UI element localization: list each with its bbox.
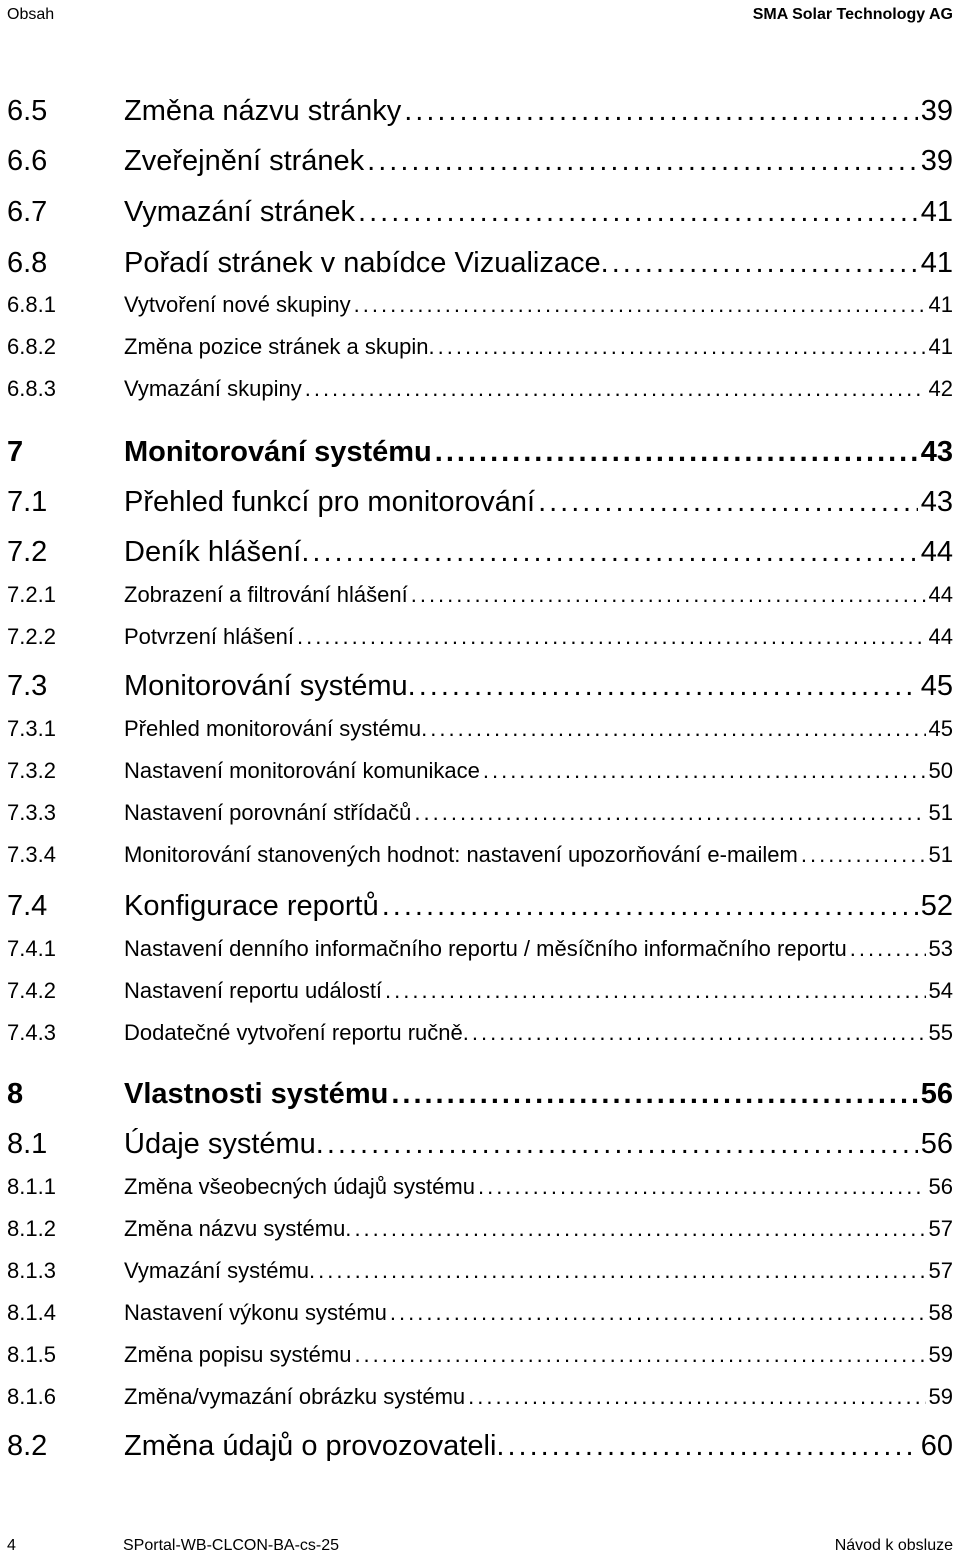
toc-entry-number: 7 (7, 436, 24, 468)
toc-entry[interactable] (7, 1430, 953, 1463)
toc-entry-page: 54 (928, 978, 953, 1003)
toc-dot-leader (850, 936, 926, 962)
toc-entry-number: 7.3 (7, 670, 48, 702)
toc-entry-title: Nastavení výkonu systému (124, 1300, 387, 1325)
toc-entry-number: 7.2.1 (7, 582, 56, 607)
toc-entry-number: 8 (7, 1078, 24, 1110)
toc-entry-page: 39 (920, 95, 953, 127)
toc-entry[interactable] (7, 334, 953, 360)
toc-entry-page: 56 (928, 1174, 953, 1199)
toc-entry-number: 8.1 (7, 1128, 48, 1160)
toc-entry-title: Změna popisu systému (124, 1342, 352, 1367)
toc-entry-page: 43 (920, 486, 953, 518)
toc-entry[interactable] (7, 1020, 953, 1046)
toc-entry[interactable] (7, 1216, 953, 1242)
toc-dot-leader (419, 670, 918, 703)
toc-entry-number: 6.8.2 (7, 334, 56, 359)
toc-entry-title: Deník hlášení. (124, 536, 310, 568)
footer-document-type: Návod k obsluze (834, 1537, 953, 1554)
toc-entry-page: 42 (928, 376, 953, 401)
toc-entry-title: Dodatečné vytvoření reportu ručně. (124, 1020, 469, 1045)
toc-entry[interactable] (7, 936, 953, 962)
page-header (7, 4, 953, 26)
toc-entry-number: 7.3.3 (7, 800, 56, 825)
toc-entry[interactable] (7, 1342, 953, 1368)
toc-dot-leader (318, 1258, 925, 1284)
toc-dot-leader (367, 145, 918, 178)
toc-dot-leader (305, 376, 926, 402)
toc-dot-leader (472, 1020, 926, 1046)
toc-entry-number: 8.1.3 (7, 1258, 56, 1283)
toc-entry[interactable] (7, 624, 953, 650)
toc-entry-page: 51 (928, 800, 953, 825)
toc-entry[interactable] (7, 292, 953, 318)
toc-entry[interactable] (7, 890, 953, 923)
toc-dot-leader (483, 758, 926, 784)
toc-entry-number: 7.4.1 (7, 936, 56, 961)
toc-dot-leader (327, 1128, 918, 1161)
toc-dot-leader (478, 1174, 926, 1200)
toc-dot-leader (507, 1430, 917, 1463)
toc-entry-title: Nastavení porovnání střídačů (124, 800, 412, 825)
toc-entry-number: 6.7 (7, 196, 48, 228)
toc-dot-leader (354, 292, 926, 318)
toc-entry[interactable] (7, 1128, 953, 1161)
page-footer (7, 1537, 953, 1559)
toc-entry[interactable] (7, 536, 953, 569)
toc-entry-number: 6.8 (7, 247, 48, 279)
toc-entry[interactable] (7, 582, 953, 608)
toc-entry-number: 8.1.6 (7, 1384, 56, 1409)
toc-entry-number: 8.1.5 (7, 1342, 56, 1367)
toc-entry-title: Zveřejnění stránek (124, 145, 365, 177)
toc-entry[interactable] (7, 436, 953, 469)
toc-entry-page: 45 (928, 716, 953, 741)
toc-entry[interactable] (7, 1300, 953, 1326)
toc-entry[interactable] (7, 1078, 953, 1111)
toc-entry-title: Monitorování systému. (124, 670, 416, 702)
toc-entry-number: 8.1.2 (7, 1216, 56, 1241)
toc-entry-page: 43 (920, 436, 953, 468)
toc-entry-title: Vymazání stránek (124, 196, 356, 228)
toc-entry[interactable] (7, 247, 953, 280)
toc-entry-page: 56 (920, 1128, 953, 1160)
toc-entry-number: 7.4.2 (7, 978, 56, 1003)
toc-entry-title: Konfigurace reportů (124, 890, 379, 922)
toc-entry-page: 44 (928, 582, 953, 607)
toc-dot-leader (404, 95, 918, 128)
toc-dot-leader (612, 247, 918, 280)
toc-entry[interactable] (7, 1174, 953, 1200)
toc-entry[interactable] (7, 1384, 953, 1410)
toc-dot-leader (438, 334, 926, 360)
toc-dot-leader (801, 842, 926, 868)
toc-entry-number: 7.4.3 (7, 1020, 56, 1045)
toc-entry-number: 7.3.2 (7, 758, 56, 783)
toc-entry[interactable] (7, 716, 953, 742)
toc-entry-page: 45 (920, 670, 953, 702)
toc-dot-leader (435, 436, 918, 469)
toc-entry-page: 44 (928, 624, 953, 649)
toc-dot-leader (354, 1216, 925, 1242)
toc-entry-page: 39 (920, 145, 953, 177)
toc-entry-number: 7.4 (7, 890, 48, 922)
toc-entry-page: 50 (928, 758, 953, 783)
toc-entry-page: 41 (920, 196, 953, 228)
toc-dot-leader (358, 196, 918, 229)
toc-entry-title: Změna/vymazání obrázku systému (124, 1384, 466, 1409)
toc-entry[interactable] (7, 145, 953, 178)
toc-entry-title: Zobrazení a filtrování hlášení (124, 582, 408, 607)
toc-entry-page: 59 (928, 1384, 953, 1409)
toc-entry-title: Nastavení reportu událostí (124, 978, 383, 1003)
toc-entry[interactable] (7, 1258, 953, 1284)
toc-dot-leader (430, 716, 925, 742)
toc-entry-title: Nastavení monitorování komunikace (124, 758, 480, 783)
toc-entry-number: 7.2 (7, 536, 48, 568)
toc-dot-leader (312, 536, 917, 569)
toc-entry-page: 53 (928, 936, 953, 961)
toc-entry-page: 60 (920, 1430, 953, 1462)
toc-entry[interactable] (7, 978, 953, 1004)
toc-dot-leader (414, 800, 925, 826)
toc-entry-page: 56 (920, 1078, 953, 1110)
toc-entry-page: 41 (928, 334, 953, 359)
toc-entry-title: Přehled monitorování systému. (124, 716, 428, 741)
toc-entry-number: 7.2.2 (7, 624, 56, 649)
toc-entry-page: 41 (928, 292, 953, 317)
toc-entry-number: 7.3.4 (7, 842, 56, 867)
toc-entry-title: Monitorování stanovených hodnot: nastavení upozorňování e-mailem (124, 842, 798, 867)
toc-entry-page: 51 (928, 842, 953, 867)
toc-dot-leader (538, 486, 918, 519)
header-company-name: SMA Solar Technology AG (752, 6, 953, 23)
toc-entry-title: Změna pozice stránek a skupin. (124, 334, 435, 359)
toc-entry-number: 6.6 (7, 145, 48, 177)
toc-dot-leader (297, 624, 926, 650)
toc-entry-page: 58 (928, 1300, 953, 1325)
toc-entry-number: 8.2 (7, 1430, 48, 1462)
toc-entry-title: Vymazání systému. (124, 1258, 316, 1283)
toc-entry-number: 6.5 (7, 95, 48, 127)
toc-entry-title: Pořadí stránek v nabídce Vizualizace. (124, 247, 609, 279)
toc-entry[interactable] (7, 842, 953, 868)
toc-entry[interactable] (7, 196, 953, 229)
toc-entry[interactable] (7, 486, 953, 519)
toc-entry[interactable] (7, 800, 953, 826)
toc-entry-title: Změna údajů o provozovateli. (124, 1430, 505, 1462)
toc-dot-leader (385, 978, 925, 1004)
toc-entry-title: Změna názvu systému. (124, 1216, 352, 1241)
toc-dot-leader (391, 1078, 917, 1111)
toc-dot-leader (354, 1342, 925, 1368)
toc-entry-page: 57 (928, 1216, 953, 1241)
toc-entry-number: 8.1.4 (7, 1300, 56, 1325)
toc-entry-title: Změna všeobecných údajů systému (124, 1174, 475, 1199)
toc-entry-page: 55 (928, 1020, 953, 1045)
toc-entry[interactable] (7, 758, 953, 784)
toc-entry-title: Potvrzení hlášení (124, 624, 294, 649)
toc-entry-number: 6.8.1 (7, 292, 56, 317)
toc-dot-leader (390, 1300, 926, 1326)
toc-entry-number: 7.1 (7, 486, 48, 518)
toc-entry-title: Vytvoření nové skupiny (124, 292, 351, 317)
toc-entry-title: Přehled funkcí pro monitorování (124, 486, 536, 518)
toc-entry[interactable] (7, 95, 953, 128)
toc-dot-leader (382, 890, 918, 923)
toc-entry-number: 8.1.1 (7, 1174, 56, 1199)
toc-entry-title: Vymazání skupiny (124, 376, 302, 401)
toc-entry-title: Změna názvu stránky (124, 95, 402, 127)
toc-entry[interactable] (7, 670, 953, 703)
toc-entry[interactable] (7, 376, 953, 402)
toc-entry-title: Nastavení denního informačního reportu / měsíčního informačního reportu (124, 936, 847, 961)
toc-entry-title: Vlastnosti systému (124, 1078, 389, 1110)
toc-entry-number: 7.3.1 (7, 716, 56, 741)
footer-page-number: 4 (7, 1537, 16, 1554)
toc-entry-title: Monitorování systému (124, 436, 432, 468)
header-section-label: Obsah (7, 6, 55, 23)
toc-entry-page: 41 (920, 247, 953, 279)
footer-document-id: SPortal-WB-CLCON-BA-cs-25 (123, 1537, 340, 1554)
toc-dot-leader (468, 1384, 925, 1410)
toc-entry-title: Údaje systému. (124, 1128, 324, 1160)
toc-entry-page: 52 (920, 890, 953, 922)
toc-entry-number: 6.8.3 (7, 376, 56, 401)
toc-entry-page: 44 (920, 536, 953, 568)
toc-entry-page: 57 (928, 1258, 953, 1283)
toc-entry-page: 59 (928, 1342, 953, 1367)
toc-dot-leader (411, 582, 926, 608)
